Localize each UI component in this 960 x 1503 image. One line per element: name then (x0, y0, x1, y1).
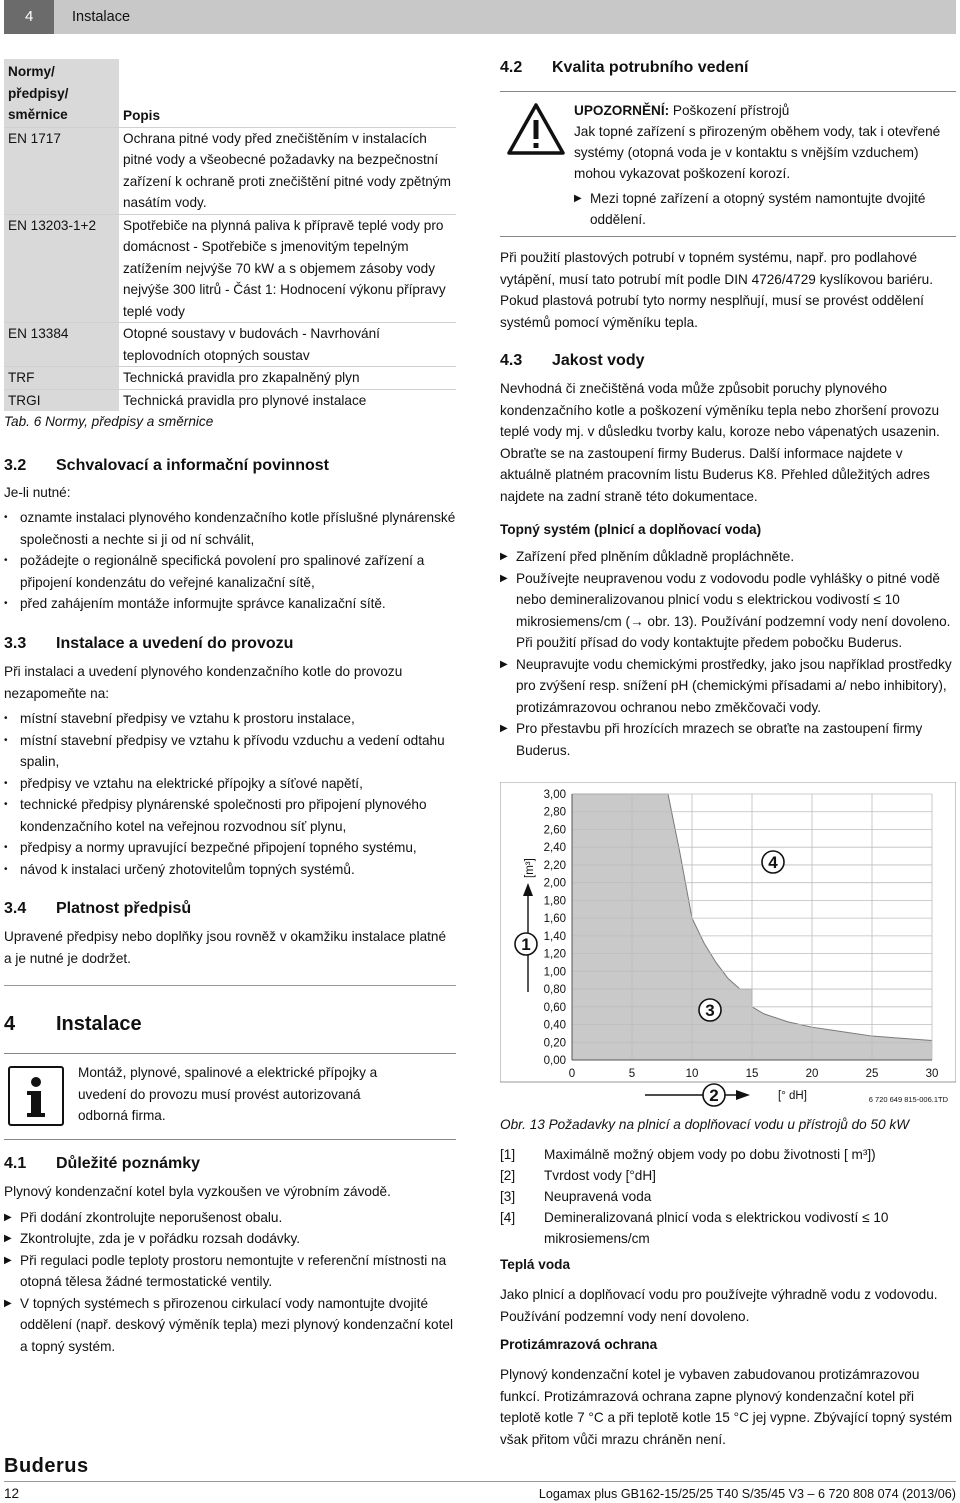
y-axis-label: [m³] (524, 858, 536, 878)
paragraph: Upravené předpisy nebo doplňky jsou rovněž v okamžiku instalace platné a je nutné je dodržet. (4, 929, 447, 966)
table-row (4, 367, 456, 390)
paragraph: Při instalaci a uvedení plynového kondenzačního kotle do provozu nezapomeňte na: (4, 664, 403, 701)
paragraph: Plynový kondenzační kotel byla vyzkoušen ve výrobním závodě. (4, 1184, 391, 1199)
table-row (4, 389, 456, 411)
subsection-heading: Topný systém (plnicí a doplňovací voda) (500, 522, 762, 537)
section-heading: 4.2 Kvalita potrubního vedení (500, 59, 749, 76)
list-item: • místní stavební předpisy ve vztahu k prostoru instalace, (4, 708, 456, 730)
legend-item (500, 1207, 944, 1249)
standard-code: TRF (4, 367, 119, 390)
subsection-heading: Teplá voda (500, 1257, 570, 1272)
section-4-2-text: Při použití plastových potrubí v topném systému, např. pro podlahové vytápění, musí tato potrubí mít podle DIN 4726/4729 kyslíkovou bariéru. Pokud plastová potrubí tyto normy nesplňují, musí se provést oddělení systémů pomocí výměníku tepla. (500, 250, 933, 330)
marker-3-label: 3 (705, 1001, 715, 1020)
section-heading: 4.1 Důležité poznámky (4, 1155, 201, 1172)
figure-legend (500, 1144, 944, 1249)
y-tick-label: 1,20 (543, 948, 566, 961)
warning-box (500, 91, 956, 237)
list-item: ▶ Zkontrolujte, zda je v pořádku rozsah dodávky. (4, 1228, 456, 1250)
table-row (4, 323, 456, 367)
list-item: ▶ Při regulaci podle teploty prostoru nemontujte v referenční místnosti na otopná tělesa žádné termostatické ventily. (4, 1250, 456, 1293)
list-item: • požádejte o regionálně specifická povolení pro spalinové zařízení a připojení kondenzátu do veřejné kanalizační sítě, (4, 550, 456, 593)
y-tick-label: 0,40 (543, 1019, 566, 1032)
info-note (4, 1053, 456, 1140)
brand-logo: Buderus (4, 1455, 89, 1477)
section-3-3 (4, 633, 456, 880)
section-heading: 3.4 Platnost předpisů (4, 900, 192, 917)
chapter-number: 4 (4, 0, 54, 34)
bullet-list (4, 708, 456, 880)
y-tick-label: 2,40 (543, 842, 566, 855)
table-row (4, 214, 456, 323)
section-4-2 (500, 57, 956, 79)
action-list (500, 546, 956, 761)
legend-item (500, 1186, 944, 1207)
x-axis-arrowhead (736, 1090, 750, 1100)
y-tick-label: 1,00 (543, 966, 566, 979)
standard-code: TRGI (4, 389, 119, 411)
standard-description: Technická pravidla pro zkapalněný plyn (119, 367, 456, 390)
list-item: • návod k instalaci určený zhotovitelům topných systémů. (4, 859, 456, 881)
section-heading: 3.2 Schvalovací a informační povinnost (4, 457, 329, 474)
y-tick-label: 2,60 (543, 824, 566, 837)
standard-code: EN 1717 (4, 127, 119, 214)
section-4-1 (4, 1153, 456, 1357)
warning-text: Jak topné zařízení s přirozeným oběhem vody, tak i otevřené systémy (otopná voda je v kontaktu s vnějším vzduchem) mohou vykazovat poškození korozí. (574, 124, 941, 181)
standard-description: Technická pravidla pro plynové instalace (119, 389, 456, 411)
x-tick-label: 25 (865, 1068, 879, 1080)
figure-code: 6 720 649 815-006.1TD (868, 1095, 948, 1104)
standard-code: EN 13384 (4, 323, 119, 367)
warm-water-section (500, 1255, 956, 1327)
y-tick-label: 2,20 (543, 859, 566, 872)
x-tick-label: 30 (925, 1068, 939, 1080)
legend-key: [4] (500, 1210, 516, 1225)
footer-rule (4, 1481, 956, 1482)
table-caption: Tab. 6 Normy, předpisy a směrnice (4, 414, 214, 429)
y-tick-label: 3,00 (543, 789, 566, 801)
legend-key: [2] (500, 1168, 516, 1183)
standard-description: Otopné soustavy v budovách - Navrhování teplovodních otopných soustav (119, 323, 456, 367)
action-list (4, 1207, 456, 1358)
y-tick-label: 2,00 (543, 877, 566, 890)
page-number: 12 (4, 1486, 20, 1501)
standards-table (4, 59, 456, 432)
chapter-heading: 4 Instalace (4, 1013, 142, 1035)
list-item: ▶ Používejte neupravenou vodu z vodovodu podle vyhlášky o pitné vodě nebo demineralizovanou plnicí vodu s elektrickou vodivostí ≤ 10 mikrosiemens/cm (→ obr. 13). Používání podzemní vody není dovoleno. Při použití přísad do vody kontaktujte předem pobočku Buderus. (500, 568, 956, 654)
standard-description: Spotřebiče na plynná paliva k přípravě teplé vody pro domácnost - Spotřebiče s jmenovitým tepelným zatížením nejvýše 70 kW a s objemem zásoby vody nejvýše 300 litrů - Část 1: Hodnocení výkonu přípravy teplé vody (119, 214, 456, 323)
marker-4-label: 4 (768, 853, 778, 872)
x-tick-label: 0 (568, 1068, 576, 1080)
legend-text: Demineralizovaná plnicí voda s elektrickou vodivostí ≤ 10 mikrosiemens/cm (544, 1210, 889, 1246)
y-tick-label: 1,80 (543, 895, 566, 908)
warning-title: UPOZORNĚNÍ: Poškození přístrojů (574, 103, 790, 118)
document-id: Logamax plus GB162-15/25/25 T40 S/35/45 V3 – 6 720 808 074 (2013/06) (538, 1487, 956, 1501)
figure-caption (500, 1115, 956, 1249)
legend-key: [1] (500, 1147, 516, 1162)
warning-action: ▶ Mezi topné zařízení a otopný systém namontujte dvojité oddělení. (574, 188, 944, 230)
list-item: • místní stavební předpisy ve vztahu k přívodu vzduchu a vedení odtahu spalin, (4, 730, 456, 773)
chapter-divider (4, 985, 456, 986)
list-item: • předpisy ve vztahu na elektrické přípojky a síťové napětí, (4, 773, 456, 795)
section-3-2 (4, 455, 456, 615)
chart-svg (500, 782, 956, 1108)
chapter-4 (4, 1011, 456, 1037)
section-heading: 3.3 Instalace a uvedení do provozu (4, 635, 294, 652)
paragraph: Je-li nutné: (4, 485, 71, 500)
warning-action-list (574, 188, 944, 230)
x-tick-label: 15 (745, 1068, 759, 1080)
x-tick-label: 10 (685, 1068, 699, 1080)
section-4-3 (500, 350, 956, 761)
list-item: ▶ Pro přestavbu při hrozících mrazech se obraťte na zastoupení firmy Buderus. (500, 718, 956, 761)
y-tick-label: 1,60 (543, 913, 566, 926)
legend-key: [3] (500, 1189, 516, 1204)
legend-text: Neupravená voda (544, 1189, 652, 1204)
y-tick-label: 0,60 (543, 1001, 566, 1014)
list-item: • předpisy a normy upravující bezpečné připojení topného systému, (4, 837, 456, 859)
table-row (4, 127, 456, 214)
info-icon (8, 1066, 64, 1126)
legend-item (500, 1144, 944, 1165)
bullet-list (4, 507, 456, 615)
y-tick-label: 2,80 (543, 806, 566, 819)
y-tick-label: 0,00 (543, 1055, 566, 1067)
marker-2-label: 2 (709, 1086, 719, 1105)
list-item: ▶ Při dodání zkontrolujte neporušenost obalu. (4, 1207, 456, 1229)
x-tick-label: 5 (628, 1068, 636, 1080)
x-axis-label: [° dH] (778, 1090, 807, 1102)
y-tick-label: 0,80 (543, 984, 566, 997)
warning-content (574, 100, 944, 230)
list-item: ▶ V topných systémech s přirozenou cirkulací vody namontujte dvojité oddělení (např. deskový výměník tepla) mezi plynový kondenzační kotel a topný systém. (4, 1293, 456, 1358)
list-item: ▶ Neupravujte vodu chemickými prostředky, jako jsou například prostředky pro zvýšení resp. snížení pH (chemickými přísadami a/ nebo inhibitory), protizámrazovou ochranou nebo změkčovači vody. (500, 654, 956, 719)
subsection-heading: Protizámrazová ochrana (500, 1337, 658, 1352)
caption: Obr. 13 Požadavky na plnicí a doplňovací vodu u přístrojů do 50 kW (500, 1117, 910, 1132)
legend-text: Maximálně možný objem vody po dobu životnosti [ m³]) (544, 1147, 876, 1162)
figure-chart (500, 782, 956, 1108)
table-head-standards: Normy/ předpisy/ směrnice (4, 59, 119, 127)
header-title: Instalace (72, 9, 131, 25)
list-item: • technické předpisy plynárenské společnosti pro připojení plynového kondenzačního kotel na veřejnou rozvodnou síť plynu, (4, 794, 456, 837)
standard-description: Ochrana pitné vody před znečištěním v instalacích pitné vody a všeobecné požadavky na bezpečnostní zařízení k ochraně proti znečištění pitné vody zpětným nasátím vody. (119, 127, 456, 214)
page-header (4, 0, 956, 34)
y-tick-label: 1,40 (543, 930, 566, 943)
section-heading: 4.3 Jakost vody (500, 352, 645, 369)
paragraph: Nevhodná či znečištěná voda může způsobit poruchy plynového kondenzačního kotle a poškození výměníku tepla nebo zhoršení provozu teplé vody mj. v důsledku tvorby kalu, koroze nebo vápenatých usazenin. Obraťte se na zastoupení firmy Buderus. Další informace najdete v aktuálně platném pracovním listu Buderus K8. Přehled důležitých adres najdete na zadní straně této dokumentace. (500, 381, 940, 504)
list-item: ▶ Zařízení před plněním důkladně propláchněte. (500, 546, 956, 568)
y-tick-label: 0,20 (543, 1037, 566, 1050)
frost-section (500, 1335, 956, 1450)
legend-text: Tvrdost vody [°dH] (544, 1168, 656, 1183)
info-note-text: Montáž, plynové, spalinové a elektrické přípojky a uvedení do provozu musí provést autorizovaná odborná firma. (78, 1065, 378, 1123)
paragraph: Plynový kondenzační kotel je vybaven zabudovanou protizámrazovou funkcí. Protizámrazová ochrana zapne plynový kondenzační kotel při teplotě kotle 7 °C a při teplotě kotle 15 °C jej vypne. Zbývající topný systém však přitom vůči mrazu chráněn není. (500, 1367, 953, 1447)
warning-icon (506, 102, 566, 162)
section-3-4 (4, 898, 456, 969)
list-item: • před zahájením montáže informujte správce kanalizační sítě. (4, 593, 456, 615)
standard-code: EN 13203-1+2 (4, 214, 119, 323)
list-item: • oznamte instalaci plynového kondenzačního kotle příslušné plynárenské společnosti a nechte si ji od ní schválit, (4, 507, 456, 550)
x-tick-label: 20 (805, 1068, 819, 1080)
paragraph: Jako plnicí a doplňovací vodu pro používejte výhradně vodu z vodovodu. Používání podzemní vody není dovoleno. (500, 1287, 938, 1324)
table-head-description: Popis (119, 59, 456, 127)
legend-item (500, 1165, 944, 1186)
marker-1-label: 1 (521, 935, 531, 954)
